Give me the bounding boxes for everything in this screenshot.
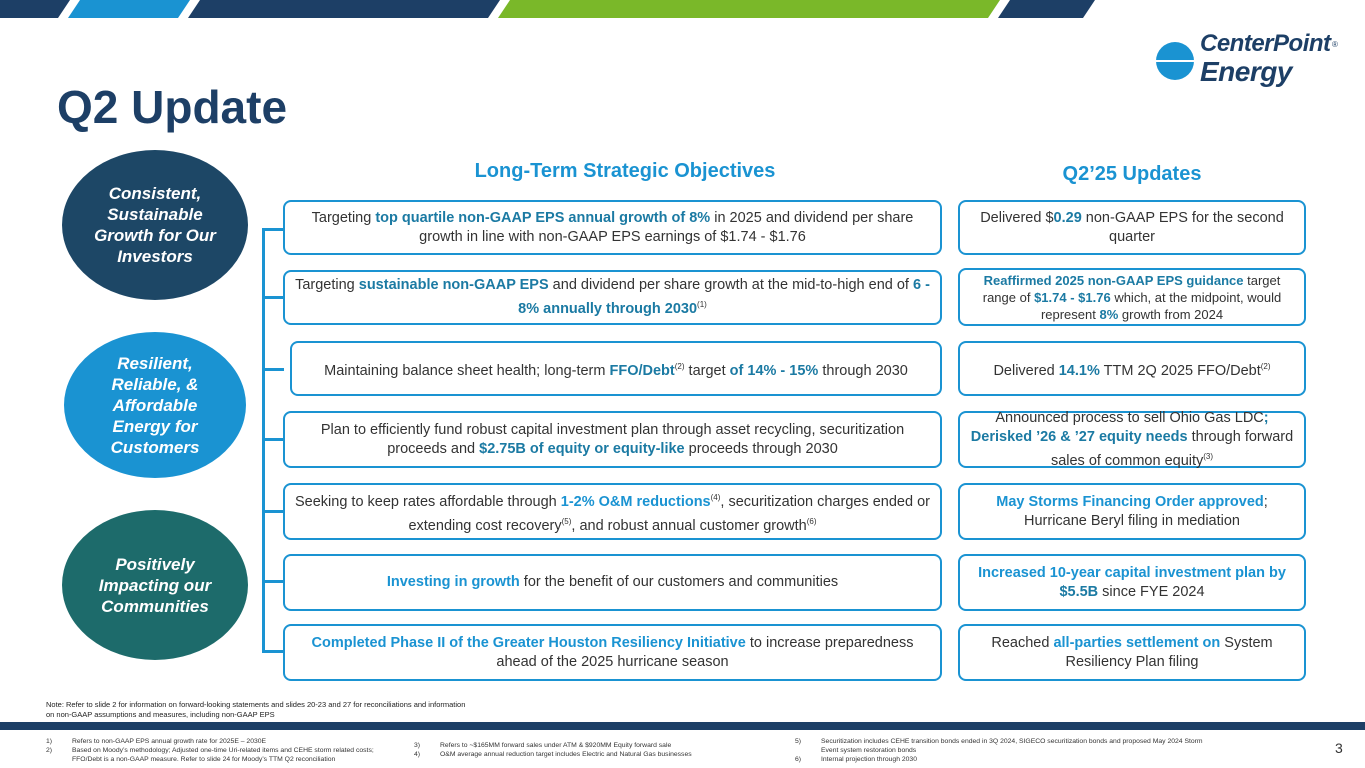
bracket-tick: [262, 580, 284, 583]
logo-line2: Energy: [1200, 56, 1292, 87]
update-resiliency-settlement: Reached all-parties settlement on System Resiliency Plan filing: [958, 624, 1306, 681]
footnotes-col2: 3) Refers to ~$165MM forward sales under ATM & $920MM Equity forward sale 4) O&M average annual reduction target includes Electric and Natural Gas businesses: [414, 742, 692, 758]
pillar-customers: Resilient, Reliable, & Affordable Energy for Customers: [62, 330, 248, 480]
logo-line1: CenterPoint: [1200, 30, 1331, 57]
update-ffo-debt: Delivered 14.1% TTM 2Q 2025 FFO/Debt$^{(2)}$: [958, 341, 1306, 396]
disclaimer-note: Note: Refer to slide 2 for information on forward-looking statements and slides 20-23 and 27 for reconciliations and information on non-GAAP assumptions and measures, including non-GAAP EPS: [46, 700, 466, 719]
footnotes-col3: 5) Securitization includes CEHE transition bonds ended in 3Q 2024, SIGECO securitization bonds and proposed May 2024 Storm Event system restoration bonds 6) Internal projection through 2030: [795, 738, 1203, 763]
page-number: 3: [1335, 740, 1343, 756]
objective-eps-growth: Targeting top quartile non-GAAP EPS annual growth of 8% in 2025 and dividend per share growth in line with non-GAAP EPS earnings of $1.74 - $1.76: [283, 200, 942, 255]
bracket-tick: [262, 650, 284, 653]
objective-capital-funding: Plan to efficiently fund robust capital investment plan through asset recycling, securitization proceeds and $2.75B of equity or equity-like proceeds through 2030: [283, 411, 942, 468]
top-decorative-bar: [0, 0, 1365, 18]
page-title: Q2 Update: [57, 81, 288, 133]
objective-resiliency-initiative: Completed Phase II of the Greater Houston Resiliency Initiative to increase preparedness ahead of the 2025 hurricane season: [283, 624, 942, 681]
logo-circle-icon: [1152, 36, 1198, 86]
update-storms-financing: May Storms Financing Order approved; Hurricane Beryl filing in mediation: [958, 483, 1306, 540]
pillar-communities: Positively Impacting our Communities: [62, 510, 248, 660]
bracket-tick: [262, 228, 284, 231]
update-ohio-gas: Announced process to sell Ohio Gas LDC; Derisked ’26 & ’27 equity needs through forward sales of common equity$^{(3)}$: [958, 411, 1306, 468]
objective-affordable-rates: Seeking to keep rates affordable through 1-2% O&M reductions$^{(4)}$, securitization charges ended or extending cost recovery$^{(5)}$, and robust annual customer growth$^{(6)}$: [283, 483, 942, 540]
objective-balance-sheet: Maintaining balance sheet health; long-term FFO/Debt$^{(2)}$ target of 14% - 15% through 2030: [290, 341, 942, 396]
objective-sustainable-eps: Targeting sustainable non-GAAP EPS and dividend per share growth at the mid-to-high end of 6 - 8% annually through 2030$^{(1)}$: [283, 270, 942, 325]
bracket-tick: [262, 438, 284, 441]
updates-header: Q2’25 Updates: [1062, 163, 1202, 185]
footer-rule: [0, 722, 1365, 730]
objectives-header: Long-Term Strategic Objectives: [474, 160, 776, 182]
footnotes-col1: 1) Refers to non-GAAP EPS annual growth rate for 2025E – 2030E 2) Based on Moody’s methodology; Adjusted one-time Uri-related items and CEHE storm related costs; FFO/Debt is a non-GAAP measure. Refer to slide 24 for Moody’s TTM Q2 reconciliation: [46, 738, 374, 763]
centerpoint-logo: [1152, 30, 1342, 92]
bracket-tick: [262, 296, 284, 299]
pillar-investors: Consistent, Sustainable Growth for Our Investors: [62, 150, 248, 300]
bracket-tick: [262, 368, 284, 371]
objective-investing-growth: Investing in growth for the benefit of our customers and communities: [283, 554, 942, 611]
update-capital-plan: Increased 10-year capital investment plan by $5.5B since FYE 2024: [958, 554, 1306, 611]
bracket-tick: [262, 510, 284, 513]
update-q2-eps: Delivered $0.29 non-GAAP EPS for the second quarter: [958, 200, 1306, 255]
logo-registered: ®: [1332, 40, 1338, 49]
update-guidance: Reaffirmed 2025 non-GAAP EPS guidance target range of $1.74 - $1.76 which, at the midpoint, would represent 8% growth from 2024: [958, 268, 1306, 326]
